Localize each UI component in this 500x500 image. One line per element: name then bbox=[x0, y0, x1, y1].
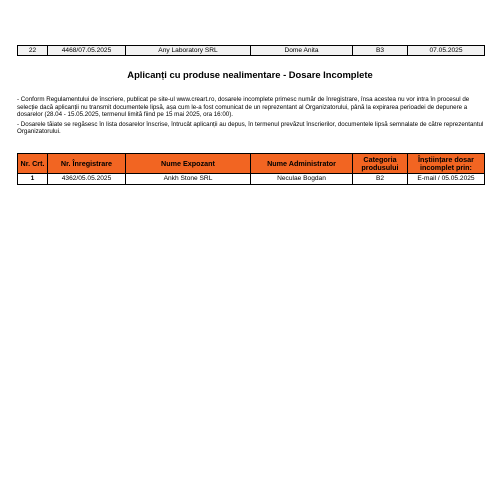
incomplete-applications-table bbox=[17, 153, 485, 185]
section-title: Aplicanți cu produse nealimentare - Dosare Incomplete bbox=[127, 69, 373, 80]
table-header-row bbox=[18, 154, 485, 174]
cell-category: B3 bbox=[353, 46, 408, 56]
cell-administrator: Dome Anita bbox=[251, 46, 353, 56]
cell-registration: 4362/05.05.2025 bbox=[48, 174, 126, 185]
cell-notice: E-mail / 05.05.2025 bbox=[408, 174, 485, 185]
cell-exhibitor: Any Laboratory SRL bbox=[126, 46, 251, 56]
previous-list-table bbox=[17, 45, 485, 56]
header-category: Categoria produsului bbox=[353, 154, 408, 174]
header-registration: Nr. Înregistrare bbox=[48, 154, 126, 174]
cell-nr: 22 bbox=[18, 46, 48, 56]
cell-administrator: Neculae Bogdan bbox=[251, 174, 353, 185]
notes-block bbox=[17, 96, 485, 138]
cell-registration: 4468/07.05.2025 bbox=[48, 46, 126, 56]
header-exhibitor: Nume Expozant bbox=[126, 154, 251, 174]
cell-category: B2 bbox=[353, 174, 408, 185]
header-administrator: Nume Administrator bbox=[251, 154, 353, 174]
cell-date: 07.05.2025 bbox=[408, 46, 485, 56]
cell-nr: 1 bbox=[18, 174, 48, 185]
note-paragraph: - Dosarele tăiate se regăsesc în lista dosarelor înscrise, întrucât aplicanții au depus, în termenul prevăzut înscrierilor, documentele lipsă semnalate de către reprezentantul Organizatorului. bbox=[17, 120, 484, 136]
table-row bbox=[18, 46, 485, 56]
table-row bbox=[18, 174, 485, 185]
header-notice: Înștiințare dosar incomplet prin: bbox=[408, 154, 485, 174]
cell-exhibitor: Ankh Stone SRL bbox=[126, 174, 251, 185]
header-nr: Nr. Crt. bbox=[18, 154, 48, 174]
note-paragraph: - Conform Regulamentului de înscriere, publicat pe site-ul www.creart.ro, dosarele incomplete primesc număr de înregistrare, însa acestea nu vor intra în procesul de selecție dacă aplicanții nu transmit documentele lipsă, așa cum le-a fost comunicat de un reprezentant al Organizatorului, până la expirarea perioadei de depunere a dosarelor (28.04 - 15.05.2025, termenul limită fiind pe 15 mai 2025, ora 16:00). bbox=[17, 96, 470, 119]
